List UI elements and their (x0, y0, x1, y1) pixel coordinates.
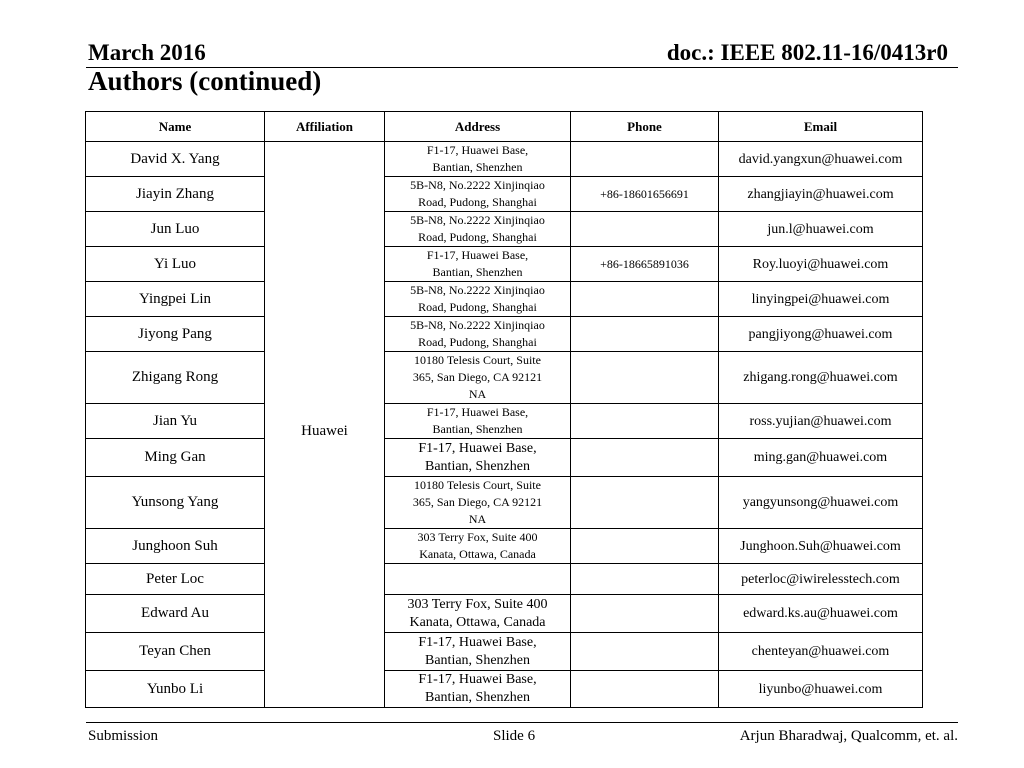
table-row (86, 595, 923, 633)
author-email: david.yangxun@huawei.com (719, 142, 923, 177)
table-row (86, 404, 923, 439)
footer-slide-number: Slide 6 (493, 728, 536, 744)
address-line: 365, San Diego, CA 92121 (412, 495, 543, 509)
author-address (385, 439, 571, 477)
author-phone (571, 317, 719, 352)
author-phone (571, 142, 719, 177)
table-row (86, 633, 923, 671)
author-name: Jian Yu (86, 404, 265, 439)
author-name: Yunsong Yang (86, 477, 265, 529)
address-line: Road, Pudong, Shanghai (418, 300, 537, 314)
author-address (385, 282, 571, 317)
table-row (86, 212, 923, 247)
author-phone: +86-18665891036 (571, 247, 719, 282)
author-name: Edward Au (86, 595, 265, 633)
author-phone (571, 439, 719, 477)
address-line: F1-17, Huawei Base, (426, 248, 529, 262)
address-line: Road, Pudong, Shanghai (418, 195, 537, 209)
address-line: 5B-N8, No.2222 Xinjinqiao (410, 283, 545, 297)
author-email: Junghoon.Suh@huawei.com (719, 529, 923, 564)
address-line: Bantian, Shenzhen (425, 458, 530, 474)
author-email: ross.yujian@huawei.com (719, 404, 923, 439)
address-line: F1-17, Huawei Base, (418, 440, 537, 456)
author-email: yangyunsong@huawei.com (719, 477, 923, 529)
author-phone (571, 633, 719, 671)
author-address (385, 317, 571, 352)
column-header-address: Address (385, 112, 571, 142)
author-address (385, 404, 571, 439)
footer-authors: Arjun Bharadwaj, Qualcomm, et. al. (739, 728, 958, 744)
author-address (385, 529, 571, 564)
author-email: liyunbo@huawei.com (719, 671, 923, 708)
address-line: 303 Terry Fox, Suite 400 (407, 596, 548, 612)
address-line: Kanata, Ottawa, Canada (419, 547, 536, 561)
column-header-name: Name (86, 112, 265, 142)
table-row (86, 439, 923, 477)
table-row (86, 142, 923, 177)
author-name: Yi Luo (86, 247, 265, 282)
author-name: Jiyong Pang (86, 317, 265, 352)
author-address (385, 595, 571, 633)
table-row (86, 282, 923, 317)
author-phone (571, 212, 719, 247)
author-email: chenteyan@huawei.com (719, 633, 923, 671)
author-phone (571, 564, 719, 595)
table-row (86, 247, 923, 282)
author-phone: +86-18601656691 (571, 177, 719, 212)
author-phone (571, 352, 719, 404)
author-name: Peter Loc (86, 564, 265, 595)
author-name: Jun Luo (86, 212, 265, 247)
author-address (385, 671, 571, 708)
address-line: Kanata, Ottawa, Canada (409, 614, 546, 630)
address-line: NA (468, 512, 487, 526)
address-line: 303 Terry Fox, Suite 400 (417, 530, 538, 544)
address-line: Bantian, Shenzhen (432, 265, 523, 279)
table-row (86, 177, 923, 212)
author-name: Junghoon Suh (86, 529, 265, 564)
author-phone (571, 595, 719, 633)
address-line: Road, Pudong, Shanghai (418, 335, 537, 349)
author-affiliation: Huawei (265, 142, 385, 708)
author-name: Zhigang Rong (86, 352, 265, 404)
author-address (385, 352, 571, 404)
footer-divider (86, 722, 958, 723)
address-line: F1-17, Huawei Base, (426, 143, 529, 157)
author-address (385, 247, 571, 282)
author-phone (571, 282, 719, 317)
author-email: ming.gan@huawei.com (719, 439, 923, 477)
author-email: zhigang.rong@huawei.com (719, 352, 923, 404)
column-header-affiliation: Affiliation (265, 112, 385, 142)
author-email: pangjiyong@huawei.com (719, 317, 923, 352)
address-line: NA (468, 387, 487, 401)
header-date: March 2016 (88, 40, 206, 65)
footer-submission: Submission (88, 728, 159, 744)
column-header-email: Email (719, 112, 923, 142)
slide-title: Authors (continued) (88, 66, 322, 96)
author-email: Roy.luoyi@huawei.com (719, 247, 923, 282)
address-line: Bantian, Shenzhen (425, 652, 530, 668)
column-header-phone: Phone (571, 112, 719, 142)
author-phone (571, 404, 719, 439)
table-row (86, 317, 923, 352)
author-email: jun.l@huawei.com (719, 212, 923, 247)
address-line: Road, Pudong, Shanghai (418, 230, 537, 244)
table-row (86, 477, 923, 529)
author-address (385, 564, 571, 595)
address-line: 5B-N8, No.2222 Xinjinqiao (410, 318, 545, 332)
header-doc-id: doc.: IEEE 802.11-16/0413r0 (666, 40, 948, 65)
table-header-row (86, 112, 923, 142)
address-line: 5B-N8, No.2222 Xinjinqiao (410, 178, 545, 192)
table-row (86, 352, 923, 404)
address-line: F1-17, Huawei Base, (418, 672, 537, 687)
address-line: Bantian, Shenzhen (425, 690, 530, 705)
author-name: Teyan Chen (86, 633, 265, 671)
address-line: F1-17, Huawei Base, (426, 405, 529, 419)
table-row (86, 564, 923, 595)
address-line: 10180 Telesis Court, Suite (414, 353, 541, 367)
author-name: Jiayin Zhang (86, 177, 265, 212)
table-row (86, 529, 923, 564)
author-name: David X. Yang (86, 142, 265, 177)
address-line: 5B-N8, No.2222 Xinjinqiao (410, 213, 545, 227)
address-line: 10180 Telesis Court, Suite (414, 478, 541, 492)
author-phone (571, 671, 719, 708)
author-address (385, 142, 571, 177)
address-line: Bantian, Shenzhen (432, 422, 523, 436)
address-line: F1-17, Huawei Base, (418, 634, 537, 650)
author-address (385, 477, 571, 529)
author-phone (571, 529, 719, 564)
author-phone (571, 477, 719, 529)
address-line: 365, San Diego, CA 92121 (412, 370, 543, 384)
author-name: Yunbo Li (86, 671, 265, 708)
authors-table (85, 111, 923, 708)
author-name: Ming Gan (86, 439, 265, 477)
author-name: Yingpei Lin (86, 282, 265, 317)
author-email: zhangjiayin@huawei.com (719, 177, 923, 212)
address-line: Bantian, Shenzhen (432, 160, 523, 174)
table-row (86, 671, 923, 708)
author-address (385, 177, 571, 212)
author-email: edward.ks.au@huawei.com (719, 595, 923, 633)
author-email: peterloc@iwirelesstech.com (719, 564, 923, 595)
author-address (385, 633, 571, 671)
author-address (385, 212, 571, 247)
author-email: linyingpei@huawei.com (719, 282, 923, 317)
